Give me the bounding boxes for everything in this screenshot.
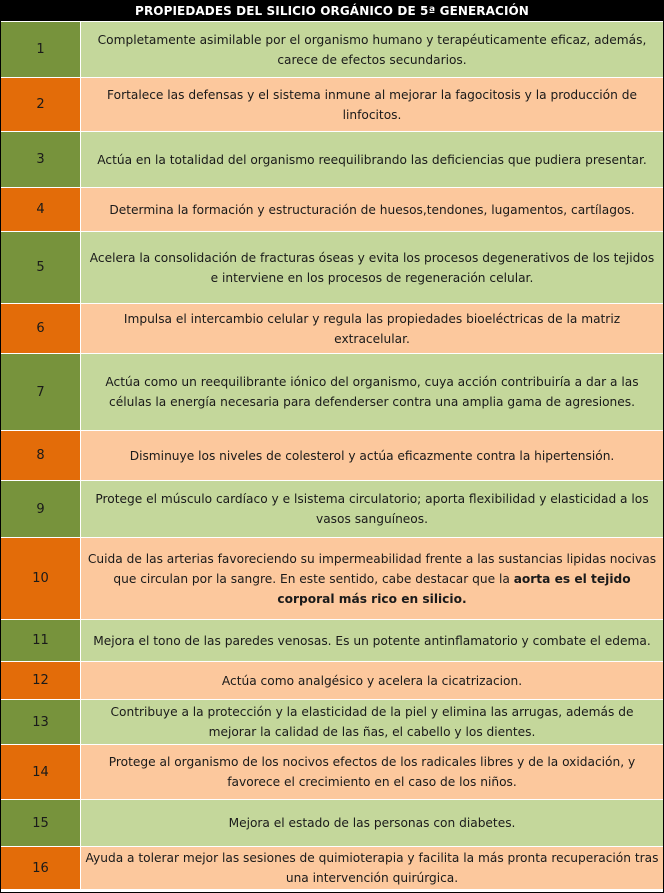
row-description: Protege al organismo de los nocivos efectos de los radicales libres y de la oxidación, y favorece el crecimiento en el caso de los niños. xyxy=(80,744,663,799)
row-number: 3 xyxy=(1,131,80,187)
row-description: Protege el músculo cardíaco y e lsistema circulatorio; aporta flexibilidad y elasticidad a los vasos sanguíneos. xyxy=(80,480,663,537)
row-number: 16 xyxy=(1,846,80,889)
row-number: 2 xyxy=(1,77,80,131)
table-title: PROPIEDADES DEL SILICIO ORGÁNICO DE 5ª GENERACIÓN xyxy=(1,1,663,21)
row-number: 7 xyxy=(1,353,80,430)
row-number: 11 xyxy=(1,619,80,661)
row-number: 9 xyxy=(1,480,80,537)
row-description xyxy=(80,537,663,619)
row-description: Impulsa el intercambio celular y regula las propiedades bioeléctricas de la matriz extracelular. xyxy=(80,303,663,353)
row-number: 4 xyxy=(1,187,80,231)
row-description-text xyxy=(85,549,659,609)
row-description: Completamente asimilable por el organismo humano y terapéuticamente eficaz, además, carece de efectos secundarios. xyxy=(80,21,663,77)
row-description: Mejora el estado de las personas con diabetes. xyxy=(80,799,663,846)
row-description: Fortalece las defensas y el sistema inmune al mejorar la fagocitosis y la producción de linfocitos. xyxy=(80,77,663,131)
row-description: Disminuye los niveles de colesterol y actúa eficazmente contra la hipertensión. xyxy=(80,430,663,480)
row-description-plain: Cuida de las arterias favoreciendo su impermeabilidad frente a las sustancias lipidas nocivas que circulan por la sangre. En este sentido, cabe destacar que la xyxy=(87,551,657,586)
row-description: Mejora el tono de las paredes venosas. Es un potente antinflamatorio y combate el edema. xyxy=(80,619,663,661)
row-number: 6 xyxy=(1,303,80,353)
row-number: 14 xyxy=(1,744,80,799)
row-description: Determina la formación y estructuración de huesos,tendones, lugamentos, cartílagos. xyxy=(80,187,663,231)
row-number: 10 xyxy=(1,537,80,619)
row-number: 13 xyxy=(1,699,80,744)
row-description: Acelera la consolidación de fracturas óseas y evita los procesos degenerativos de los tejidos e interviene en los procesos de regeneración celular. xyxy=(80,231,663,303)
row-number: 5 xyxy=(1,231,80,303)
row-description: Actúa en la totalidad del organismo reequilibrando las deficiencias que pudiera presentar. xyxy=(80,131,663,187)
row-number: 8 xyxy=(1,430,80,480)
row-number: 15 xyxy=(1,799,80,846)
row-description: Actúa como analgésico y acelera la cicatrizacion. xyxy=(80,661,663,699)
row-number: 12 xyxy=(1,661,80,699)
row-description: Contribuye a la protección y la elasticidad de la piel y elimina las arrugas, además de mejorar la calidad de las ñas, el cabello y los dientes. xyxy=(80,699,663,744)
row-description-bold: aorta es el tejido corporal más rico en silicio. xyxy=(277,571,631,606)
row-description: Actúa como un reequilibrante iónico del organismo, cuya acción contribuiría a dar a las células la energía necesaria para defenderser contra una amplia gama de agresiones. xyxy=(80,353,663,430)
row-number: 1 xyxy=(1,21,80,77)
row-description: Ayuda a tolerar mejor las sesiones de quimioterapia y facilita la más pronta recuperación tras una intervención quirúrgica. xyxy=(80,846,663,889)
